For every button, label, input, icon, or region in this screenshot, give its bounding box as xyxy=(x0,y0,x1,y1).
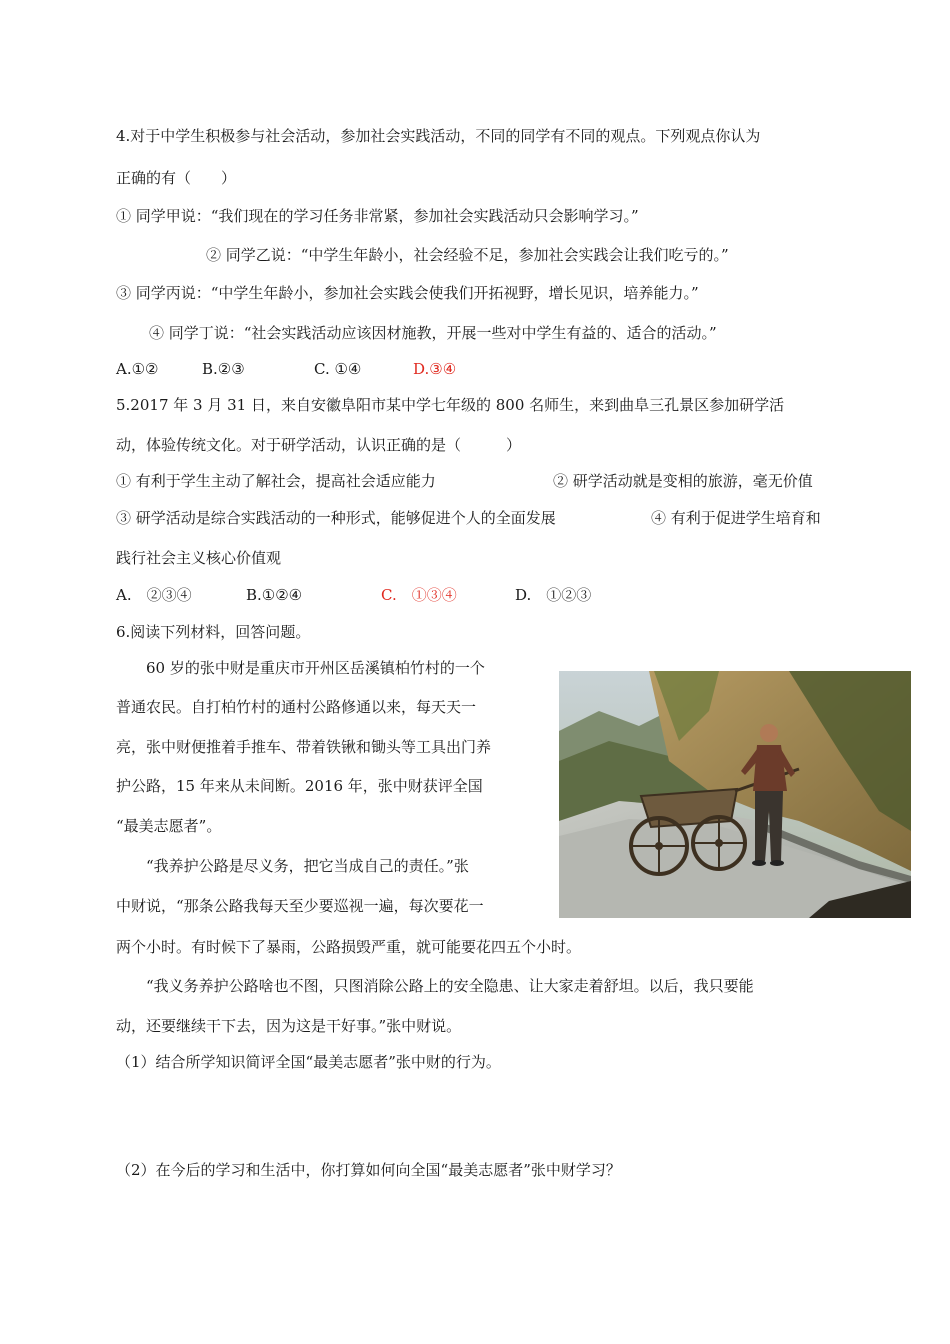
q5-stem-line2: 动，体验传统文化。对于研学活动，认识正确的是（ ） xyxy=(116,436,522,454)
q6-p2-line3: 两个小时。有时候下了暴雨，公路损毁严重，就可能要花四五个小时。 xyxy=(116,938,582,956)
q5-statement-4a: ④ 有利于促进学生培育和 xyxy=(651,509,821,527)
q6-p2-line1: “我养护公路是尽义务，把它当成自己的责任。”张 xyxy=(146,857,469,875)
q4-stem-line2: 正确的有（ ） xyxy=(116,169,237,187)
q5-option-b: B.①②④ xyxy=(246,586,303,604)
q5-statement-4b: 践行社会主义核心价值观 xyxy=(116,549,282,567)
q4-statement-3: ③ 同学丙说：“中学生年龄小，参加社会实践会使我们开拓视野，增长见识，培养能力。” xyxy=(116,284,699,302)
q4-statement-4: ④ 同学丁说：“社会实践活动应该因材施教，开展一些对中学生有益的、适合的活动。” xyxy=(149,324,717,342)
q5-statement-1: ① 有利于学生主动了解社会，提高社会适应能力 xyxy=(116,472,436,490)
q4-statement-1: ① 同学甲说：“我们现在的学习任务非常紧，参加社会实践活动只会影响学习。” xyxy=(116,207,639,225)
q6-sub-question-1: （1）结合所学知识简评全国“最美志愿者”张中财的行为。 xyxy=(116,1053,501,1071)
q6-p1-line5: “最美志愿者”。 xyxy=(116,817,222,835)
q4-option-c: C. ①④ xyxy=(314,360,362,378)
q4-option-b: B.②③ xyxy=(202,360,245,378)
q6-p1-line4: 护公路，15 年来从未间断。2016 年，张中财获评全国 xyxy=(116,777,483,795)
q6-sub-question-2: （2）在今后的学习和生活中，你打算如何向全国“最美志愿者”张中财学习？ xyxy=(116,1161,621,1179)
q5-statement-2: ② 研学活动就是变相的旅游，毫无价值 xyxy=(553,472,813,490)
q5-option-a: A. ②③④ xyxy=(116,586,192,604)
volunteer-photo xyxy=(559,671,911,918)
q5-option-d: D. ①②③ xyxy=(515,586,592,604)
q4-option-d-answer: D.③④ xyxy=(413,360,457,378)
q5-option-c-answer: C. ①③④ xyxy=(381,586,457,604)
q6-p1-line1: 60 岁的张中财是重庆市开州区岳溪镇柏竹村的一个 xyxy=(146,659,485,677)
q5-statement-3: ③ 研学活动是综合实践活动的一种形式，能够促进个人的全面发展 xyxy=(116,509,556,527)
q6-title: 6.阅读下列材料，回答问题。 xyxy=(116,623,311,641)
q6-p3-line2: 动，还要继续干下去，因为这是干好事。”张中财说。 xyxy=(116,1017,462,1035)
q4-option-a: A.①② xyxy=(116,360,159,378)
q4-statement-2: ② 同学乙说：“中学生年龄小，社会经验不足，参加社会实践会让我们吃亏的。” xyxy=(206,246,729,264)
q4-stem-line1: 4.对于中学生积极参与社会活动，参加社会实践活动，不同的同学有不同的观点。下列观点你认为 xyxy=(116,127,761,145)
q6-p2-line2: 中财说，“那条公路我每天至少要巡视一遍，每次要花一 xyxy=(116,897,484,915)
q6-p1-line2: 普通农民。自打柏竹村的通村公路修通以来，每天天一 xyxy=(116,698,477,716)
q5-stem-line1: 5.2017 年 3 月 31 日，来自安徽阜阳市某中学七年级的 800 名师生，来到曲阜三孔景区参加研学活 xyxy=(116,396,785,414)
q6-p1-line3: 亮，张中财便推着手推车、带着铁锹和锄头等工具出门养 xyxy=(116,738,492,756)
q6-p3-line1: “我义务养护公路啥也不图，只图消除公路上的安全隐患、让大家走着舒坦。以后，我只要能 xyxy=(146,977,754,995)
